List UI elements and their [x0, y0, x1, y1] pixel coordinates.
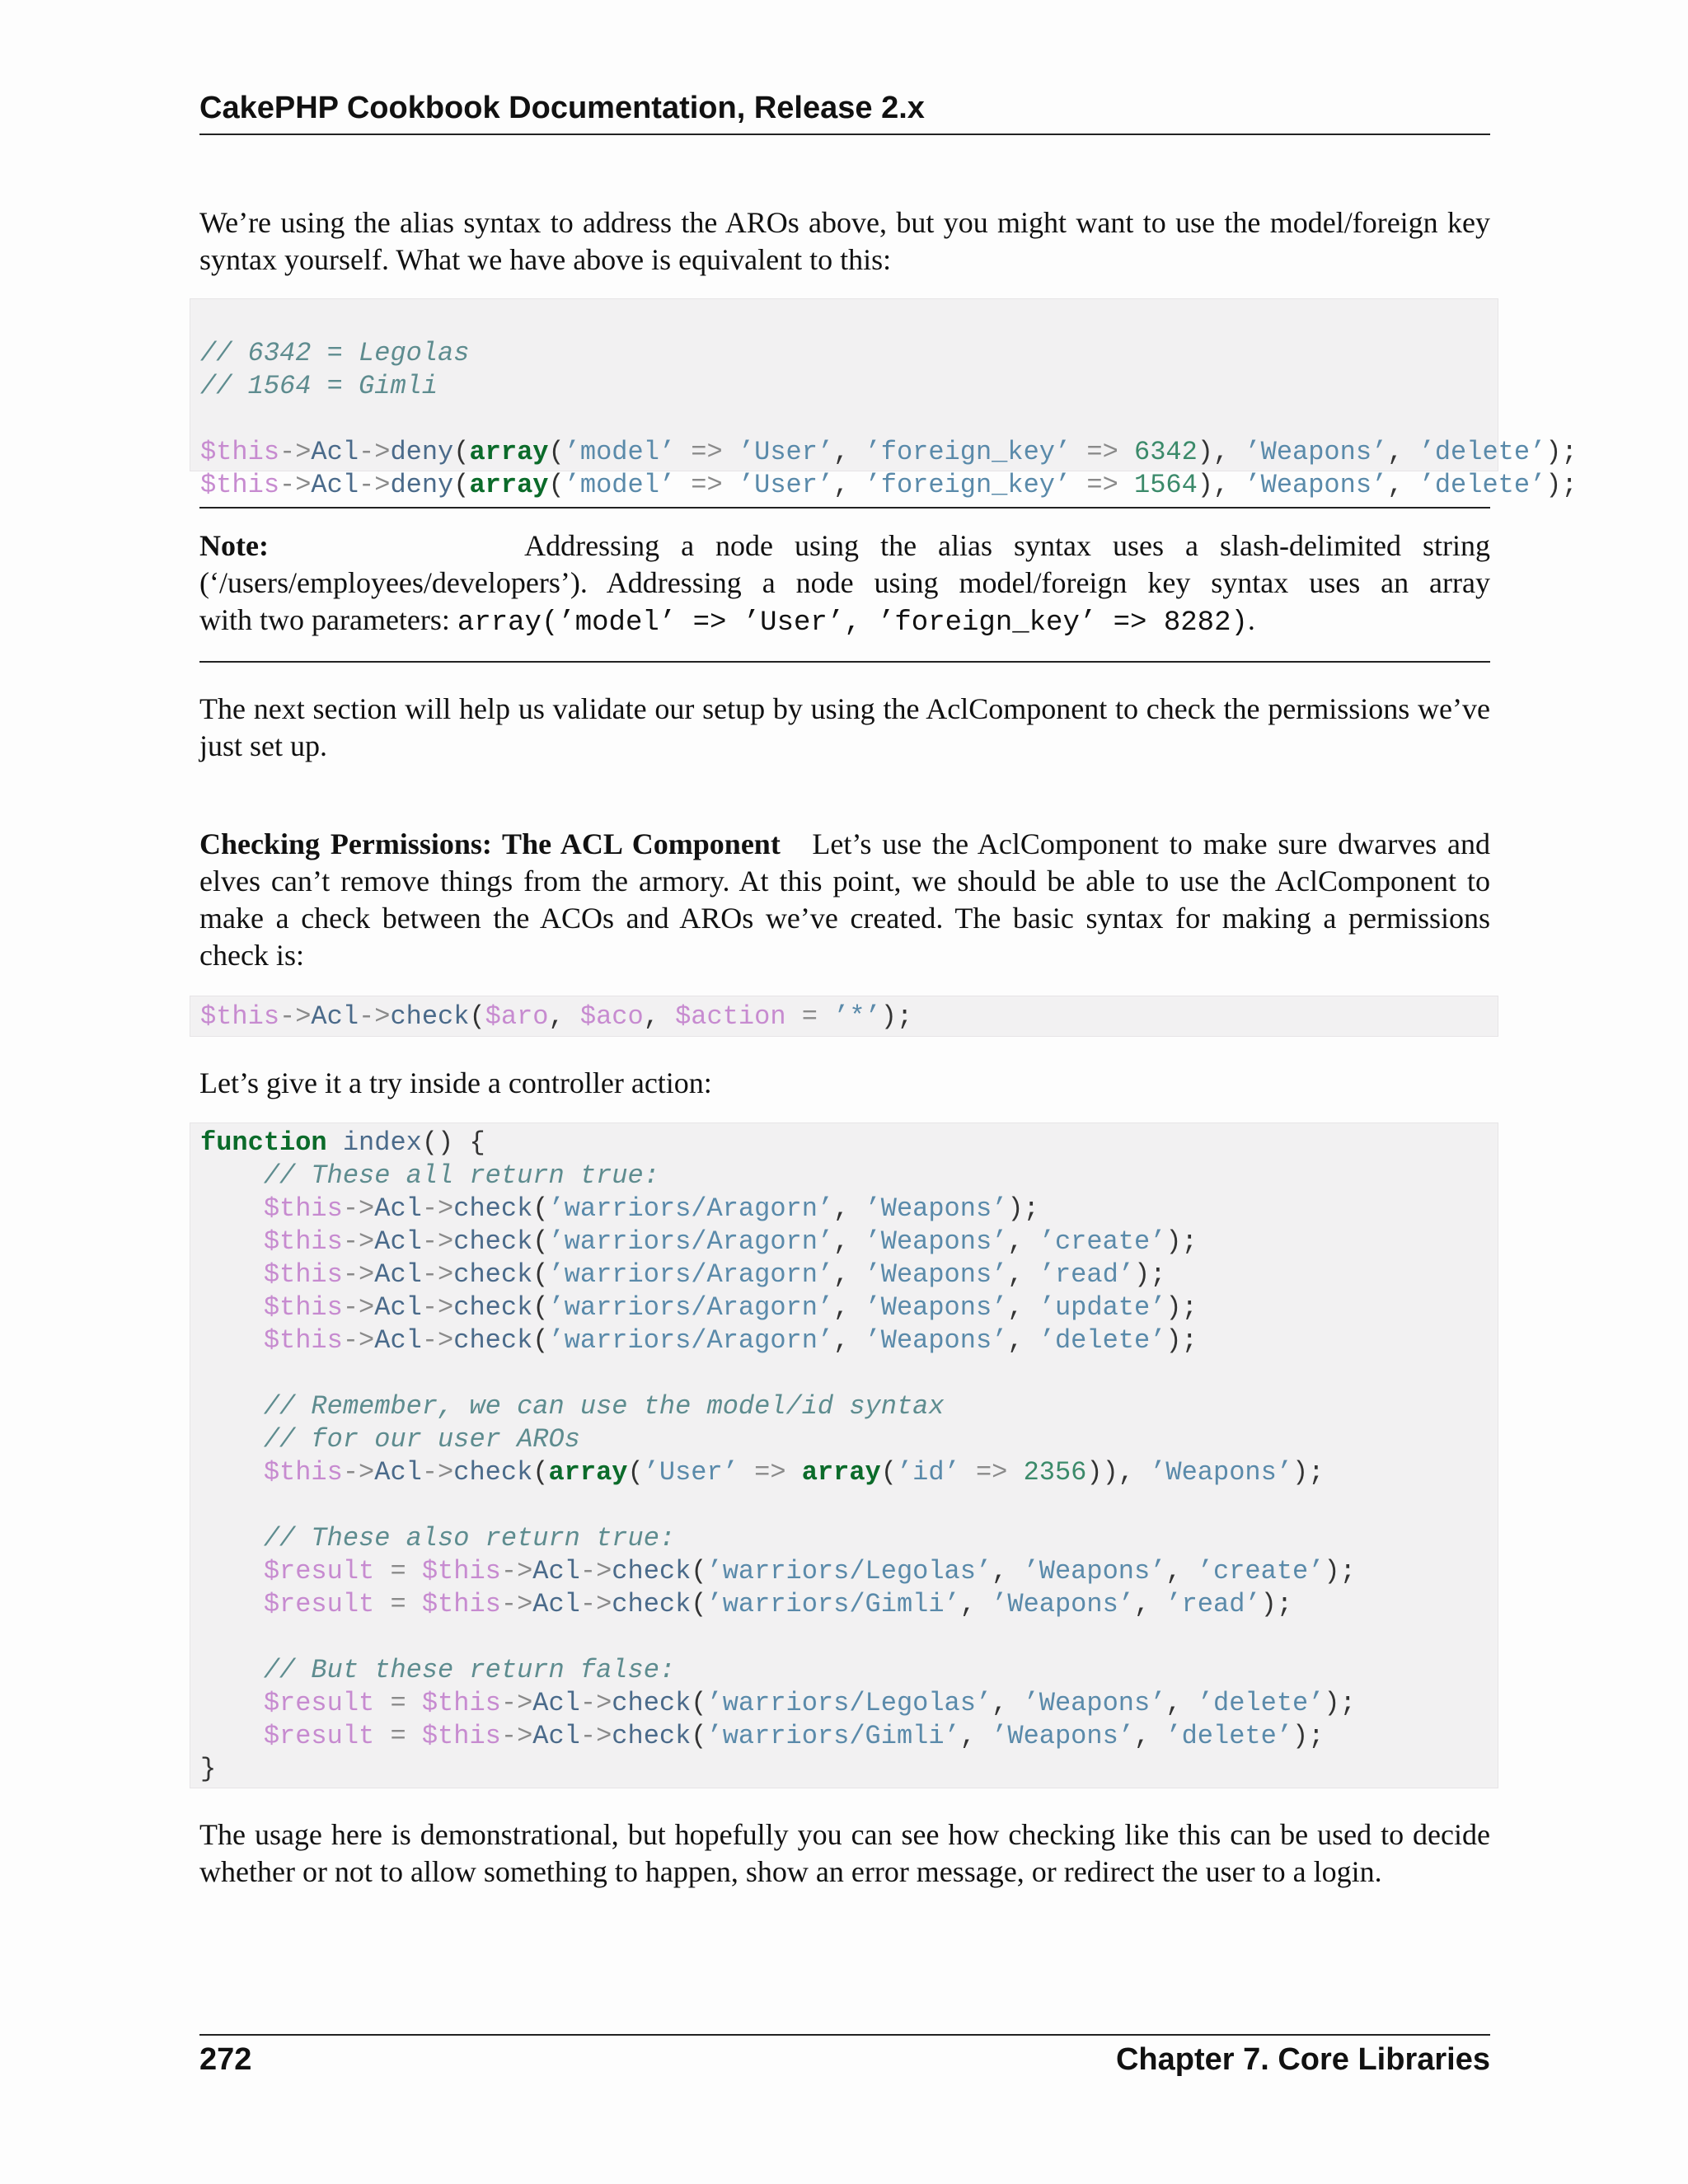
header-rule: [199, 134, 1490, 135]
note-top-rule: [199, 507, 1490, 509]
footer-rule: [199, 2034, 1490, 2036]
closing-paragraph: The usage here is demonstrational, but hopefully you can see how checking like this can be used to decide whether or not to allow something to happen, show an error message, or redirect the user to a login.: [199, 1818, 1490, 1888]
note-bottom-rule: [199, 661, 1490, 663]
intro-paragraph: We’re using the alias syntax to address the AROs above, but you might want to use the model/foreign key syntax yourself. What we have above is equivalent to this:: [199, 206, 1490, 276]
note-line-1: Addressing a node using the alias syntax uses a slash-delimited string: [524, 529, 1490, 562]
code-line-deny-1: $this->Acl->deny(array(’model’ => ’User’, ’foreign_key’ => 6342), ’Weapons’, ’delete’);: [200, 437, 1578, 467]
code-block-check-syntax: [190, 996, 1498, 1037]
code-block-deny: [190, 298, 1578, 500]
note-line-2: (‘/users/employees/developers’). Addressing a node using model/foreign key syntax uses an array: [199, 566, 1490, 599]
controller-intro-paragraph: Let’s give it a try inside a controller action:: [199, 1066, 712, 1099]
checking-permissions-paragraph: Checking Permissions: The ACL Component Let’s use the AclComponent to make sure dwarves and elves can’t remove things from the armory. At this point, we should be able to use the AclComponent to make a check between the ACOs and AROs we’ve created. The basic syntax for making a permissions check is:: [199, 827, 1491, 972]
code-comment: // 1564 = Gimli: [200, 371, 438, 401]
page-number: 272: [199, 2042, 252, 2077]
code-block-controller: function index() { // These all return true: $this->Acl->check(’warriors/Aragorn’, ’Weapons’); $this->Acl->check(’warriors/Aragorn’, ’Weapons’, ’create’); $this->Acl->check(’warriors/Aragorn’, ’Weapons’, ’read’); $this->Acl->check(’warriors/Aragorn’, ’Weapons’, ’update’); $this->Acl->check(’warriors/Aragorn’, ’Weapons’, ’delete’); // Remember, we can use the model/id syntax // for our user AROs $this->Acl->check(array(’User’ => array(’id’ => 2356)), ’Weapons’); // These also return true: $result = $this->Acl->check(’warriors/Legolas’, ’Weapons’, ’create’); $result = $this->Acl->check(’warriors/Gimli’, ’Weapons’, ’read’); // But these return false: $result = $this->Acl->check(’warriors/Legolas’, ’Weapons’, ’delete’); $result = $this->Acl->check(’warriors/Gimli’, ’Weapons’, ’delete’); }: [190, 1122, 1498, 1788]
code-line-deny-2: $this->Acl->deny(array(’model’ => ’User’, ’foreign_key’ => 1564), ’Weapons’, ’delete’);: [200, 470, 1578, 500]
code-comment: // 6342 = Legolas: [200, 338, 470, 368]
note-label: Note:: [199, 529, 269, 562]
running-header: CakePHP Cookbook Documentation, Release 2.x: [199, 91, 925, 125]
section-heading: Checking Permissions: The ACL Component: [199, 827, 781, 860]
code-line-check-syntax: $this->Acl->check($aro, $aco, $action = ’*’);: [200, 1001, 913, 1032]
note-line-3-prefix: with two parameters:: [199, 603, 450, 636]
note-inline-code: array(’model’ => ’User’, ’foreign_key’ => 8282): [457, 607, 1248, 639]
chapter-title: Chapter 7. Core Libraries: [1115, 2042, 1490, 2077]
next-section-paragraph: The next section will help us validate our setup by using the AclComponent to check the permissions we’ve just set up.: [199, 692, 1490, 762]
note-admonition: Note: Addressing a node using the alias syntax uses a slash-delimited string (‘/users/employees/developers’). Addressing a node using model/foreign key syntax uses an array with two parameters: array(’model’ => ’User’, ’foreign_key’ => 8282).: [199, 529, 1490, 639]
